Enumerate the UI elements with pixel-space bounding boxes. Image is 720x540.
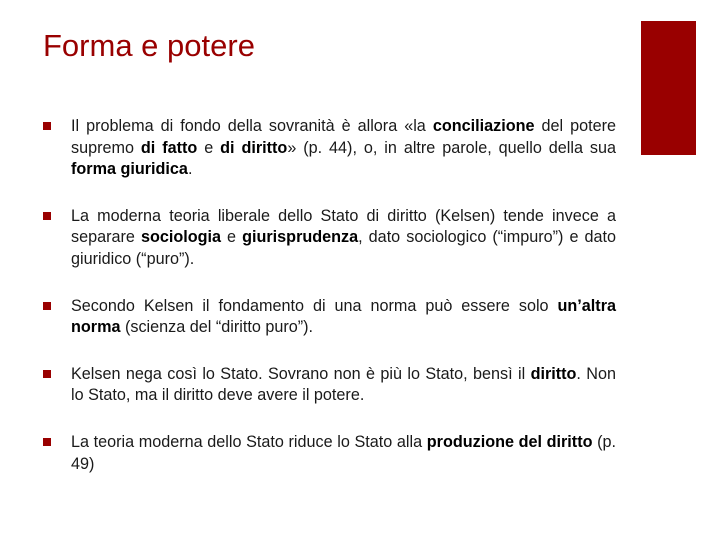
bullet-text-run: La moderna teoria liberale dello Stato di diritto (Kelsen) tende invece a separare [71, 206, 616, 247]
bullet-item [43, 206, 616, 271]
bullet-text-run: (scienza del “diritto puro”). [120, 318, 314, 337]
bullet-text [71, 365, 616, 405]
bullet-text-bold: conciliazione [432, 117, 535, 135]
bullet-item [43, 116, 616, 181]
bullet-text-bold: giurisprudenza [242, 228, 359, 247]
bullet-text-bold: produzione del diritto [426, 432, 593, 451]
bullet-text-run: Il problema di fondo della sovranità è allora «la [71, 117, 433, 135]
bullet-text [71, 117, 616, 178]
bullet-text-bold: forma giuridica [71, 160, 188, 179]
bullet-text-run: . [187, 160, 193, 179]
bullet-square-icon [43, 122, 51, 130]
bullet-text-run: e [221, 228, 243, 247]
bullet-text-run: del potere supremo [71, 117, 616, 157]
bullet-item [43, 296, 616, 339]
bullet-text-bold: sociologia [140, 228, 221, 247]
bullet-text-run: » (p. 44), o, in altre parole, quello della sua [287, 138, 617, 157]
bullet-text-bold: di fatto [140, 138, 198, 157]
slide-title: Forma e potere [43, 28, 255, 63]
bullet-square-icon [43, 370, 51, 378]
bullet-square-icon [43, 212, 51, 220]
bullet-text-run: La teoria moderna dello Stato riduce lo Stato alla [71, 432, 427, 451]
bullet-text-bold: di diritto [220, 138, 288, 157]
accent-bar [641, 21, 696, 155]
bullet-text-run: e [197, 138, 221, 157]
bullet-text-run: Secondo Kelsen il fondamento di una norma può essere solo [71, 296, 558, 315]
bullet-text-run: (p. 49) [71, 432, 617, 473]
bullet-item [43, 364, 616, 407]
bullet-text-bold: un’altra norma [71, 296, 616, 337]
bullet-text [71, 297, 616, 337]
bullet-text-run: . Non lo Stato, ma il diritto deve avere il potere. [71, 364, 616, 405]
bullet-text-run: Kelsen nega così lo Stato. Sovrano non è più lo Stato, bensì il [71, 364, 531, 383]
bullet-text [71, 433, 616, 473]
bullet-text-bold: diritto [530, 364, 577, 383]
bullet-text [71, 207, 616, 268]
bullet-list [43, 116, 616, 500]
bullet-square-icon [43, 438, 51, 446]
bullet-item [43, 432, 616, 475]
bullet-square-icon [43, 302, 51, 310]
bullet-text-run: , dato sociologico (“impuro”) e dato giuridico (“puro”). [71, 228, 617, 268]
